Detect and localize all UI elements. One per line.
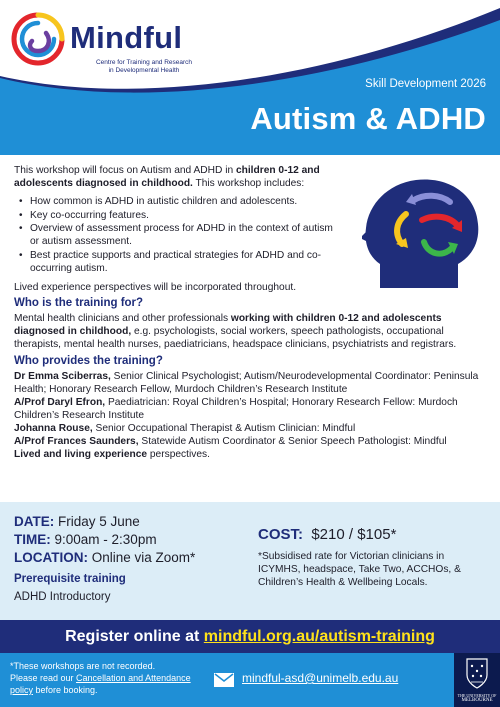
presenter-item: Lived and living experience perspectives. — [14, 448, 210, 460]
presenter-item: A/Prof Daryl Efron, Paediatrician: Royal Children’s Hospital; Honorary Research Fellow: Murdoch Children’s Research Institute — [14, 396, 458, 421]
main-content — [14, 164, 490, 461]
providers-heading: Who provides the training? — [14, 354, 163, 367]
presenter-item: Johanna Rouse, Senior Occupational Therapist & Autism Clinician: Mindful — [14, 422, 356, 434]
mindful-logo — [8, 9, 68, 69]
prerequisite-value: ADHD Introductory — [14, 591, 111, 603]
cancellation-policy-link[interactable]: Cancellation and Attendance policy — [10, 673, 191, 695]
time-row: TIME: 9:00am - 2:30pm — [14, 532, 157, 547]
date-row: DATE: Friday 5 June — [14, 514, 140, 529]
intro-paragraph: This workshop will focus on Autism and ADHD in children 0-12 and adolescents diagnosed in childhood. This workshop includes: — [14, 165, 320, 189]
presenter-item: Dr Emma Sciberras, Senior Clinical Psychologist; Autism/Neurodevelopmental Coordinator: Peninsula Health; Honorary Research Fellow, Murdoch Children’s Research Institute — [14, 370, 479, 395]
email-link[interactable]: mindful-asd@unimelb.edu.au — [242, 671, 399, 685]
list-item: • Overview of assessment process for ADHD in the context of autism or autism assessment. — [14, 222, 344, 248]
brand-subtitle: Centre for Training and Research in Developmental Health — [95, 59, 193, 74]
header — [0, 0, 500, 155]
footer — [0, 653, 500, 707]
university-crest: THE UNIVERSITY OF MELBOURNE — [454, 653, 500, 707]
cost-row: COST: $210 / $105* — [258, 526, 397, 543]
register-bar: Register online at mindful.org.au/autism-training — [0, 620, 500, 653]
list-item: • How common is ADHD in autistic children and adolescents. — [14, 195, 344, 208]
who-for-text: Mental health clinicians and other professionals working with children 0-12 and adolescents diagnosed in childhood, e.g. psychologists, social workers, speech pathologists, occupational therapists, mental health nurses, paediatricians, headspace clinicians, psychiatrists and registrars. — [14, 312, 457, 350]
brand-name: Mindful — [70, 20, 183, 55]
prerequisite-label: Prerequisite training — [14, 573, 126, 585]
presenter-item: A/Prof Frances Saunders, Statewide Autism Coordinator & Senior Speech Pathologist: Mindful — [14, 435, 447, 447]
recording-note: *These workshops are not recorded. Please read our Cancellation and Attendance policy before booking. — [10, 661, 191, 695]
mail-icon — [214, 673, 234, 687]
list-item: • Key co-occurring features. — [14, 209, 344, 222]
register-link[interactable]: mindful.org.au/autism-training — [203, 628, 435, 645]
lived-experience-note: Lived experience perspectives will be incorporated throughout. — [14, 281, 297, 293]
workshop-includes-list — [14, 195, 344, 275]
location-row: LOCATION: Online via Zoom* — [14, 550, 196, 565]
who-for-heading: Who is the training for? — [14, 296, 144, 309]
crest-icon — [454, 653, 500, 693]
page-title: Autism & ADHD — [250, 101, 486, 136]
list-item: • Best practice supports and practical strategies for ADHD and co-occurring autism. — [14, 249, 344, 275]
series-label: Skill Development 2026 — [365, 78, 486, 90]
cost-note: *Subsidised rate for Victorian clinicians in ICYMHS, headspace, Take Two, ACCHOs, & Children’s Health & Wellbeing Locals. — [258, 551, 461, 588]
